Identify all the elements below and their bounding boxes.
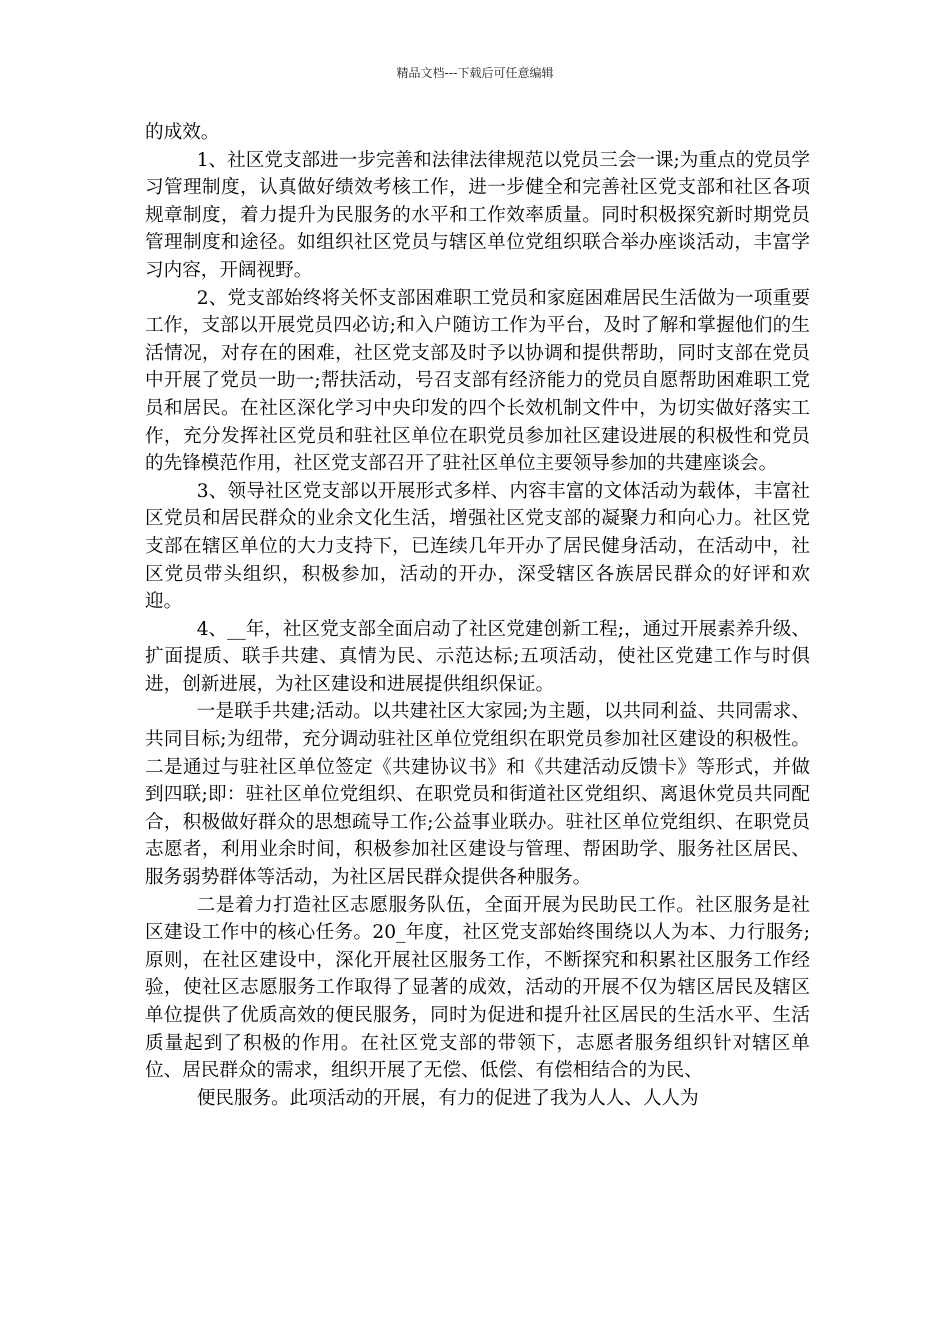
paragraph-item-3: 3、领导社区党支部以开展形式多样、内容丰富的文体活动为载体，丰富社区党员和居民群众的业余文化生活，增强社区党支部的凝聚力和向心力。社区党支部在辖区单位的大力支持下，已连续几年开办了居民健身活动，在活动中，社区党员带头组织，积极参加，活动的开办，深受辖区各族居民群众的好评和欢迎。 — [145, 480, 810, 613]
paragraph-item-1: 1、社区党支部进一步完善和法律法律规范以党员三会一课;为重点的党员学习管理制度，认真做好绩效考核工作，进一步健全和完善社区党支部和社区各项规章制度，着力提升为民服务的水平和工作效率质量。同时积极探究新时期党员管理制度和途径。如组织社区党员与辖区单位党组织联合举办座谈活动，丰富学习内容，开阔视野。 — [145, 149, 810, 281]
page-header: 精品文档---下载后可任意编辑 — [396, 66, 554, 80]
paragraph-item-2: 2、党支部始终将关怀支部困难职工党员和家庭困难居民生活做为一项重要工作，支部以开展党员四必访;和入户随访工作为平台，及时了解和掌握他们的生活情况，对存在的困难，社区党支部及时予以协调和提供帮助，同时支部在党员中开展了党员一助一;帮扶活动，号召支部有经济能力的党员自愿帮助困难职工党员和居民。在社区深化学习中央印发的四个长效机制文件中，为切实做好落实工作，充分发挥社区党员和驻社区单位在职党员参加社区建设进展的积极性和党员的先锋模范作用，社区党支部召开了驻社区单位主要领导参加的共建座谈会。 — [145, 287, 810, 475]
paragraph-convenience-service: 便民服务。此项活动的开展，有力的促进了我为人人、人人为 — [196, 1087, 699, 1109]
document-body — [145, 119, 810, 1112]
paragraph-continuation: 的成效。 — [145, 122, 220, 143]
paragraph-joint-building: 一是联手共建;活动。以共建社区大家园;为主题，以共同利益、共同需求、共同目标;为纽带，充分调动驻社区单位党组织在职党员参加社区建设的积极性。二是通过与驻社区单位签定《共建协议书》和《共建活动反馈卡》等形式，并做到四联;即：驻社区单位党组织、在职党员和街道社区党组织、离退休党员共同配合，积极做好群众的思想疏导工作;公益事业联办。驻社区单位党组织、在职党员志愿者，利用业余时间，积极参加社区建设与管理、帮困助学、服务社区居民、服务弱势群体等活动，为社区居民群众提供各种服务。 — [145, 701, 810, 889]
paragraph-item-4: 4、__年，社区党支部全面启动了社区党建创新工程;，通过开展素养升级、扩面提质、联手共建、真情为民、示范达标;五项活动，使社区党建工作与时俱进，创新进展，为社区建设和进展提供组织保证。 — [145, 618, 810, 695]
paragraph-volunteer-service: 二是着力打造社区志愿服务队伍，全面开展为民助民工作。社区服务是社区建设工作中的核心任务。20_年度，社区党支部始终围绕以人为本、力行服务;原则，在社区建设中，深化开展社区服务工作，不断探究和积累社区服务工作经验，使社区志愿服务工作取得了显著的成效，活动的开展不仅为辖区居民及辖区单位提供了优质高效的便民服务，同时为促进和提升社区居民的生活水平、生活质量起到了积极的作用。在社区党支部的带领下，志愿者服务组织针对辖区单位、居民群众的需求，组织开展了无偿、低偿、有偿相结合的为民、 — [145, 894, 810, 1082]
